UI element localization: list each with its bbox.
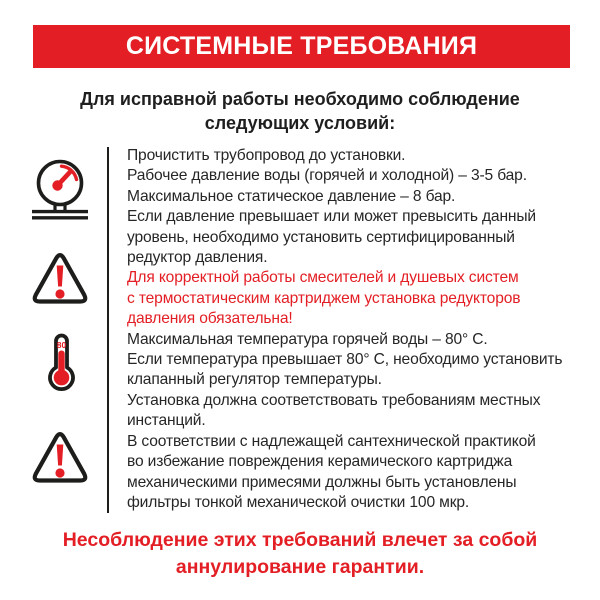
- thermometer-temp-label: 80: [56, 339, 67, 350]
- requirement-line: Рабочее давление воды (горячей и холодной) – 3-5 бар.: [127, 167, 527, 185]
- requirement-line: фильтры тонкой механической очистки 100 мкр.: [127, 493, 470, 511]
- requirement-line: В соответствии с надлежащей сантехнической практикой: [127, 432, 536, 450]
- requirement-line: Для корректной работы смесителей и душевых систем: [127, 269, 519, 287]
- requirements-list: [127, 146, 579, 513]
- requirement-line: клапанный регулятор температуры.: [127, 371, 382, 389]
- requirement-line: инстанций.: [127, 412, 206, 430]
- pressure-gauge-icon: [30, 156, 90, 220]
- thermometer-icon: [43, 330, 79, 392]
- subtitle-line: Для исправной работы необходимо соблюдение: [80, 89, 520, 109]
- requirement-line: механическими примесями должны быть установлены: [127, 473, 517, 491]
- requirement-line: редуктор давления.: [127, 249, 268, 267]
- requirement-line: уровень, необходимо установить сертифицированный: [127, 228, 515, 246]
- requirement-line: Максимальное статическое давление – 8 бар.: [127, 187, 456, 205]
- subtitle-line: следующих условий:: [204, 113, 396, 133]
- requirement-line: Прочистить трубопровод до установки.: [127, 147, 406, 164]
- warranty-warning-line: Несоблюдение этих требований влечет за собой: [62, 529, 538, 551]
- requirement-line: Если давление превышает или может превысить данный: [127, 208, 536, 226]
- subtitle: [0, 87, 600, 135]
- warranty-warning-line: аннулирование гарантии.: [175, 556, 425, 578]
- requirement-line: во избежание повреждения керамического картриджа: [127, 453, 513, 471]
- requirement-line: Максимальная температура горячей воды – 80° С.: [127, 330, 488, 348]
- requirement-line: Если температура превышает 80° С, необходимо установить: [127, 351, 563, 369]
- requirement-line: давления обязательна!: [127, 310, 293, 328]
- warranty-warning: [0, 527, 600, 581]
- warning-triangle-icon: [30, 250, 90, 308]
- vertical-divider: [107, 147, 109, 513]
- requirement-line: с термостатическим картриджем установка редукторов: [127, 289, 521, 307]
- warning-triangle-icon: [30, 429, 90, 487]
- requirement-line: Установка должна соответствовать требованиям местных: [127, 391, 541, 409]
- header-banner: [33, 25, 570, 68]
- page-title: СИСТЕМНЫЕ ТРЕБОВАНИЯ: [125, 32, 478, 60]
